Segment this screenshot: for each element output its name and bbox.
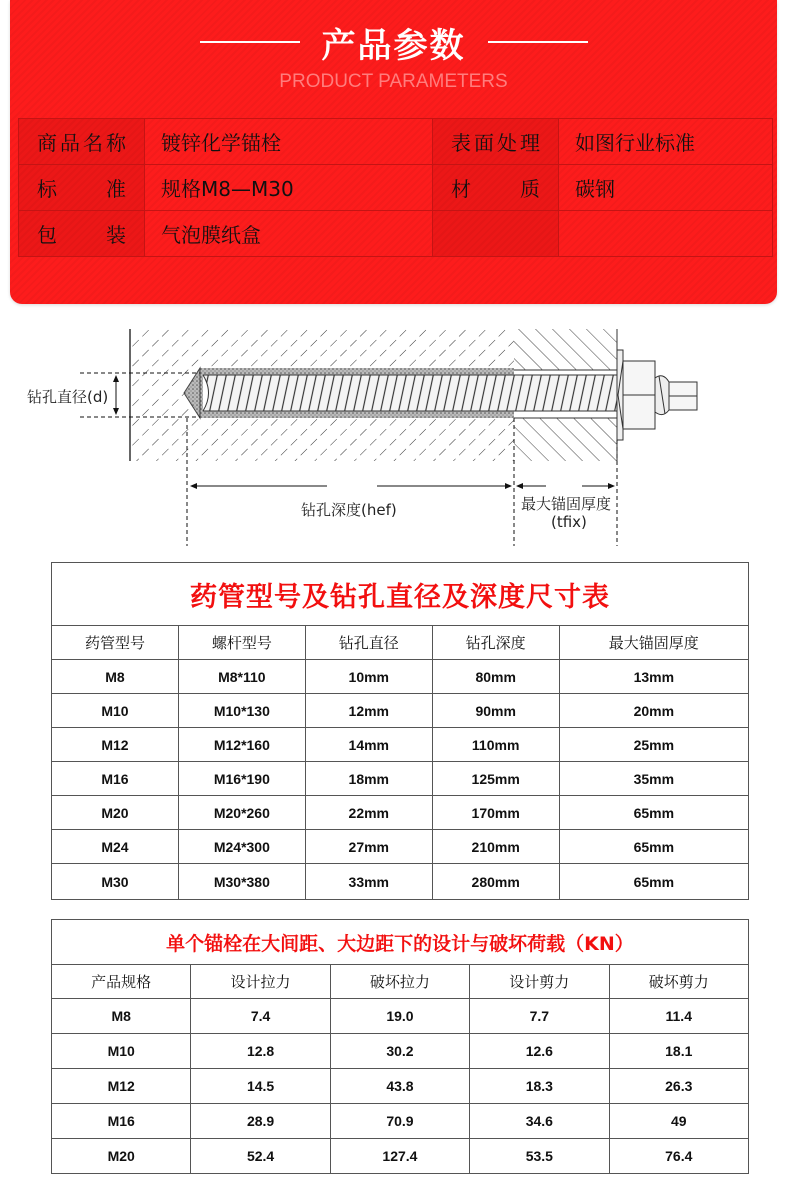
param-label: 材 质 — [433, 165, 559, 211]
table-cell: 76.4 — [609, 1139, 749, 1174]
param-value: 气泡膜纸盒 — [145, 211, 433, 257]
column-header: 螺杆型号 — [178, 626, 305, 660]
param-value: 规格M8—M30 — [145, 165, 433, 211]
table-cell: 7.4 — [191, 999, 330, 1034]
title-divider-left — [200, 41, 300, 43]
table-cell: M12 — [52, 728, 179, 762]
table-row — [52, 728, 749, 762]
table-cell: 28.9 — [191, 1104, 330, 1139]
table-header-row — [52, 626, 749, 660]
table-cell: M10 — [52, 694, 179, 728]
table-cell: M8 — [52, 999, 191, 1034]
product-parameters-card — [10, 0, 777, 304]
table-cell: 49 — [609, 1104, 749, 1139]
column-header: 设计拉力 — [191, 965, 330, 999]
param-label: 包 装 — [19, 211, 145, 257]
table-cell: 33mm — [305, 864, 432, 900]
section-subtitle: PRODUCT PARAMETERS — [279, 71, 508, 92]
table-row — [52, 1104, 749, 1139]
param-row — [19, 211, 773, 257]
param-label — [433, 211, 559, 257]
tfix-label: (tfix) — [551, 513, 587, 531]
table-cell: M16 — [52, 762, 179, 796]
column-header: 破坏拉力 — [330, 965, 469, 999]
table-row — [52, 762, 749, 796]
table-row — [52, 796, 749, 830]
table-cell: 35mm — [559, 762, 748, 796]
column-header: 钻孔直径 — [305, 626, 432, 660]
table-header-row — [52, 965, 749, 999]
title-divider-right — [488, 41, 588, 43]
table-row — [52, 1034, 749, 1069]
section-title-row — [10, 18, 777, 66]
table-cell: 30.2 — [330, 1034, 469, 1069]
table-cell: 43.8 — [330, 1069, 469, 1104]
table-row — [52, 830, 749, 864]
table-cell: M24*300 — [178, 830, 305, 864]
table-cell: 65mm — [559, 864, 748, 900]
column-header: 产品规格 — [52, 965, 191, 999]
table-cell: 170mm — [432, 796, 559, 830]
table-cell: 19.0 — [330, 999, 469, 1034]
table-title: 单个锚栓在大间距、大边距下的设计与破坏荷载（KN） — [52, 920, 749, 965]
param-row — [19, 165, 773, 211]
column-header: 药管型号 — [52, 626, 179, 660]
table-cell: M8 — [52, 660, 179, 694]
table-cell: 14.5 — [191, 1069, 330, 1104]
table-row — [52, 999, 749, 1034]
table-cell: 11.4 — [609, 999, 749, 1034]
column-header: 钻孔深度 — [432, 626, 559, 660]
table-cell: 13mm — [559, 660, 748, 694]
table-cell: M10 — [52, 1034, 191, 1069]
table-cell: 80mm — [432, 660, 559, 694]
table-cell: 18.3 — [470, 1069, 609, 1104]
table-cell: 22mm — [305, 796, 432, 830]
table-cell: 26.3 — [609, 1069, 749, 1104]
table-cell: M20*260 — [178, 796, 305, 830]
max-fixture-thickness-label: 最大锚固厚度 — [521, 495, 612, 513]
param-value — [559, 211, 773, 257]
table-cell: M16*190 — [178, 762, 305, 796]
table-cell: M24 — [52, 830, 179, 864]
table-cell: 210mm — [432, 830, 559, 864]
table-cell: M20 — [52, 1139, 191, 1174]
table-cell: 65mm — [559, 830, 748, 864]
table-row — [52, 1139, 749, 1174]
table-cell: 70.9 — [330, 1104, 469, 1139]
param-label: 标 准 — [19, 165, 145, 211]
drill-size-table — [51, 562, 749, 900]
table-cell: 18mm — [305, 762, 432, 796]
drill-depth-label: 钻孔深度(hef) — [301, 501, 397, 519]
section-title: 产品参数 — [321, 25, 466, 66]
table-cell: 34.6 — [470, 1104, 609, 1139]
table-cell: 10mm — [305, 660, 432, 694]
table-cell: M12*160 — [178, 728, 305, 762]
table-title: 药管型号及钻孔直径及深度尺寸表 — [52, 563, 749, 626]
param-label: 商品名称 — [19, 119, 145, 165]
table-cell: 20mm — [559, 694, 748, 728]
table-cell: 125mm — [432, 762, 559, 796]
drill-diameter-label: 钻孔直径(d) — [27, 388, 109, 406]
table-cell: 90mm — [432, 694, 559, 728]
parameters-table — [18, 118, 773, 257]
table-cell: M8*110 — [178, 660, 305, 694]
table-cell: 7.7 — [470, 999, 609, 1034]
table-cell: 25mm — [559, 728, 748, 762]
anchor-installation-diagram — [0, 320, 790, 548]
column-header: 设计剪力 — [470, 965, 609, 999]
table-cell: M10*130 — [178, 694, 305, 728]
table-cell: 18.1 — [609, 1034, 749, 1069]
table-row — [52, 864, 749, 900]
table-cell: 14mm — [305, 728, 432, 762]
table-row — [52, 694, 749, 728]
param-label: 表面处理 — [433, 119, 559, 165]
table-row — [52, 660, 749, 694]
column-header: 最大锚固厚度 — [559, 626, 748, 660]
param-row — [19, 119, 773, 165]
table-cell: M12 — [52, 1069, 191, 1104]
table-cell: 12mm — [305, 694, 432, 728]
table-cell: M16 — [52, 1104, 191, 1139]
table-cell: M30 — [52, 864, 179, 900]
table-cell: 110mm — [432, 728, 559, 762]
table-cell: 53.5 — [470, 1139, 609, 1174]
table-cell: 27mm — [305, 830, 432, 864]
table-cell: 65mm — [559, 796, 748, 830]
table-cell: 280mm — [432, 864, 559, 900]
load-capacity-table — [51, 919, 749, 1174]
param-value: 碳钢 — [559, 165, 773, 211]
table-cell: 127.4 — [330, 1139, 469, 1174]
table-cell: M30*380 — [178, 864, 305, 900]
table-cell: 52.4 — [191, 1139, 330, 1174]
param-value: 如图行业标准 — [559, 119, 773, 165]
table-cell: M20 — [52, 796, 179, 830]
table-row — [52, 1069, 749, 1104]
param-value: 镀锌化学锚栓 — [145, 119, 433, 165]
table-cell: 12.6 — [470, 1034, 609, 1069]
column-header: 破坏剪力 — [609, 965, 749, 999]
table-cell: 12.8 — [191, 1034, 330, 1069]
